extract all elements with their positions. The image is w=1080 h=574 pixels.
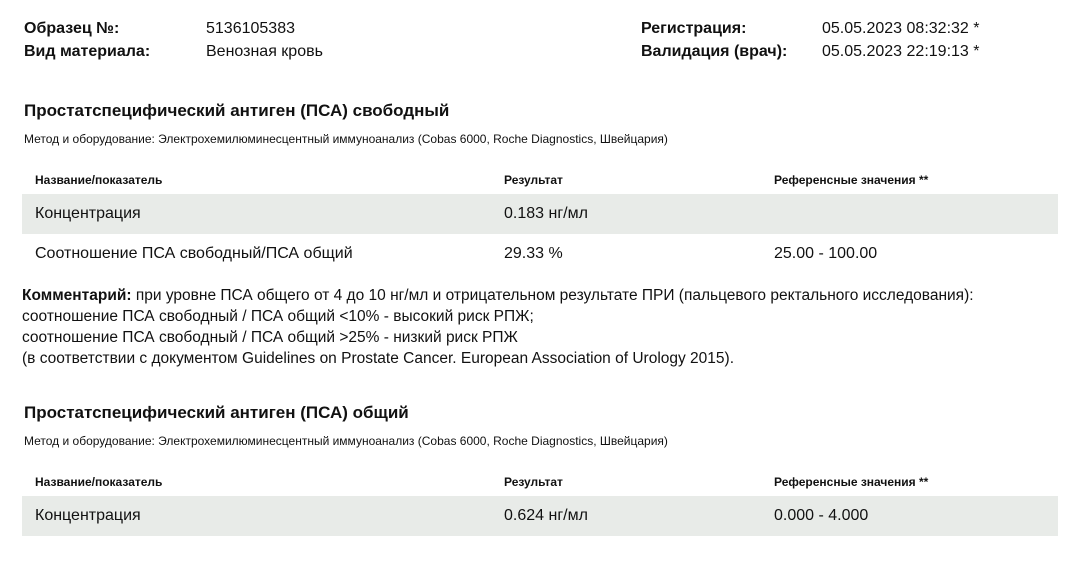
material-type-value: Венозная кровь: [206, 43, 323, 60]
material-type-label: Вид материала:: [24, 43, 151, 60]
column-header-reference: Референсные значения **: [774, 173, 929, 187]
method-text: Метод и оборудование: Электрохемилюминесцентный иммуноанализ (Cobas 6000, Roche Diagnostics, Швейцария): [24, 434, 668, 448]
row-reference: 25.00 - 100.00: [774, 245, 878, 262]
row-result: 0.624 нг/мл: [504, 507, 588, 524]
row-name: Концентрация: [35, 205, 141, 222]
comment-line: соотношение ПСА свободный / ПСА общий <10% - высокий риск РПЖ;: [22, 308, 534, 325]
table-row: [22, 496, 1058, 536]
table-row: [22, 234, 1058, 274]
row-result: 29.33 %: [504, 245, 563, 262]
section-title-total-psa: Простатспецифический антиген (ПСА) общий: [24, 403, 409, 422]
column-header-name: Название/показатель: [35, 475, 163, 489]
comment-line: при уровне ПСА общего от 4 до 10 нг/мл и отрицательном результате ПРИ (пальцевого ректального исследования):: [131, 287, 974, 304]
sample-number-label: Образец №:: [24, 20, 120, 37]
row-reference: 0.000 - 4.000: [774, 507, 869, 524]
table-row: [22, 194, 1058, 234]
row-result: 0.183 нг/мл: [504, 205, 588, 222]
comment-line: (в соответствии с документом Guidelines on Prostate Cancer. European Association of Urology 2015).: [22, 350, 735, 367]
row-name: Соотношение ПСА свободный/ПСА общий: [35, 245, 353, 262]
row-name: Концентрация: [35, 507, 141, 524]
column-header-reference: Референсные значения **: [774, 475, 929, 489]
comment-label: Комментарий:: [22, 287, 132, 304]
registration-value: 05.05.2023 08:32:32 *: [822, 20, 980, 37]
sample-number-value: 5136105383: [206, 20, 295, 37]
column-header-result: Результат: [504, 475, 563, 489]
registration-label: Регистрация:: [641, 20, 747, 37]
section-title-free-psa: Простатспецифический антиген (ПСА) свободный: [24, 101, 450, 120]
comment-block: [22, 285, 1072, 369]
validation-label: Валидация (врач):: [641, 43, 788, 60]
column-header-result: Результат: [504, 173, 563, 187]
validation-value: 05.05.2023 22:19:13 *: [822, 43, 980, 60]
column-header-name: Название/показатель: [35, 173, 163, 187]
method-text: Метод и оборудование: Электрохемилюминесцентный иммуноанализ (Cobas 6000, Roche Diagnostics, Швейцария): [24, 132, 668, 146]
comment-line: соотношение ПСА свободный / ПСА общий >25% - низкий риск РПЖ: [22, 329, 518, 346]
